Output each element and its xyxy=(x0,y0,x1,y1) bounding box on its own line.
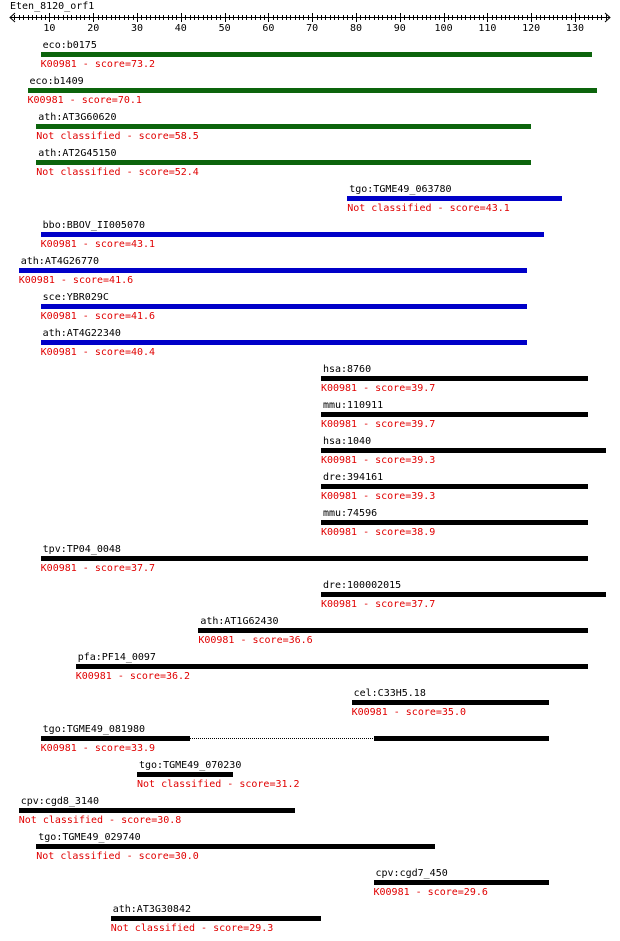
ruler-tick-label: 100 xyxy=(434,23,453,34)
hit-annotation: K00981 - score=39.7 xyxy=(320,419,436,430)
hit-annotation: Not classified - score=29.3 xyxy=(110,923,274,934)
hit-name-link[interactable]: cpv:cgd8_3140 xyxy=(20,796,100,807)
ruler-tick-label: 130 xyxy=(565,23,584,34)
alignment-bar[interactable] xyxy=(374,880,549,885)
ruler-tick-label: 60 xyxy=(262,23,275,34)
ruler-tick-label: 20 xyxy=(87,23,100,34)
hit-name-link[interactable]: hsa:8760 xyxy=(322,364,372,375)
alignment-bar[interactable] xyxy=(76,664,588,669)
hit-annotation: K00981 - score=41.6 xyxy=(40,311,156,322)
hit-annotation: K00981 - score=36.2 xyxy=(75,671,191,682)
alignment-bar[interactable] xyxy=(41,556,588,561)
hit-name-link[interactable]: mmu:74596 xyxy=(322,508,378,519)
hit-name-link[interactable]: ath:AT1G62430 xyxy=(200,616,279,627)
hit-name-link[interactable]: eco:b0175 xyxy=(42,40,97,51)
hit-name-link[interactable]: cel:C33H5.18 xyxy=(353,688,426,699)
alignment-bar[interactable] xyxy=(347,196,562,201)
alignment-bar[interactable] xyxy=(321,520,588,525)
hit-name-link[interactable]: tgo:TGME49_063780 xyxy=(349,184,452,195)
hit-annotation: Not classified - score=31.2 xyxy=(137,779,300,790)
hit-name-link[interactable]: bbo:BBOV_II005070 xyxy=(42,220,146,231)
hit-annotation: K00981 - score=39.3 xyxy=(320,455,436,466)
hit-annotation: K00981 - score=38.9 xyxy=(320,527,436,538)
alignment-bar[interactable] xyxy=(321,376,588,381)
alignment-bar[interactable] xyxy=(374,736,549,741)
alignment-bar[interactable] xyxy=(41,736,190,741)
hit-name-link[interactable]: tpv:TP04_0048 xyxy=(42,544,121,555)
hit-annotation: K00981 - score=39.7 xyxy=(320,383,436,394)
hit-name-link[interactable]: mmu:110911 xyxy=(322,400,384,411)
alignment-bar[interactable] xyxy=(198,628,588,633)
hit-name-link[interactable]: hsa:1040 xyxy=(322,436,372,447)
hit-annotation: K00981 - score=41.6 xyxy=(18,275,134,286)
ruler-tick-label: 40 xyxy=(174,23,187,34)
hit-name-link[interactable]: cpv:cgd7_450 xyxy=(375,868,448,879)
hit-annotation: K00981 - score=40.4 xyxy=(40,347,156,358)
hit-annotation: Not classified - score=58.5 xyxy=(36,131,199,142)
ruler-tick-label: 90 xyxy=(393,23,406,34)
alignment-bar[interactable] xyxy=(137,772,233,777)
hit-annotation: K00981 - score=43.1 xyxy=(40,239,156,250)
alignment-bar[interactable] xyxy=(111,916,321,921)
alignment-bar[interactable] xyxy=(321,484,588,489)
hit-name-link[interactable]: ath:AT4G22340 xyxy=(42,328,121,339)
hit-annotation: Not classified - score=30.8 xyxy=(18,815,182,826)
alignment-bar[interactable] xyxy=(36,124,531,129)
hit-annotation: Not classified - score=30.0 xyxy=(36,851,199,862)
ruler-tick-label: 10 xyxy=(43,23,56,34)
ruler-tick-label: 50 xyxy=(218,23,231,34)
hit-name-link[interactable]: dre:100002015 xyxy=(322,580,402,591)
alignment-bar[interactable] xyxy=(352,700,549,705)
alignment-bar[interactable] xyxy=(41,52,593,57)
ruler-tick-label: 30 xyxy=(130,23,144,34)
hit-annotation: K00981 - score=70.1 xyxy=(27,95,142,106)
hit-annotation: Not classified - score=52.4 xyxy=(36,167,199,178)
alignment-bar[interactable] xyxy=(36,160,531,165)
hit-name-link[interactable]: pfa:PF14_0097 xyxy=(77,652,156,663)
hit-annotation: K00981 - score=35.0 xyxy=(351,707,466,718)
hit-name-link[interactable]: ath:AT3G30842 xyxy=(112,904,191,915)
ruler-tick-label: 80 xyxy=(349,23,363,34)
alignment-bar[interactable] xyxy=(321,448,606,453)
hit-name-link[interactable]: tgo:TGME49_070230 xyxy=(139,760,242,771)
alignment-bar[interactable] xyxy=(28,88,597,93)
alignment-bar[interactable] xyxy=(19,268,527,273)
ruler-tick-label: 110 xyxy=(478,23,497,34)
hit-annotation: K00981 - score=29.6 xyxy=(373,887,488,898)
hit-name-link[interactable]: sce:YBR029C xyxy=(42,292,109,303)
hit-annotation: K00981 - score=37.7 xyxy=(40,563,156,574)
ruler-tick-label: 120 xyxy=(522,23,541,34)
hit-name-link[interactable]: dre:394161 xyxy=(322,472,384,483)
alignment-gap xyxy=(190,738,374,739)
alignment-bar[interactable] xyxy=(41,232,545,237)
query-title: Eten_8120_orf1 xyxy=(10,1,95,12)
hit-annotation: K00981 - score=33.9 xyxy=(40,743,156,754)
alignment-bar[interactable] xyxy=(19,808,295,813)
hit-annotation: K00981 - score=39.3 xyxy=(320,491,436,502)
hit-name-link[interactable]: tgo:TGME49_081980 xyxy=(42,724,146,735)
hit-name-link[interactable]: ath:AT2G45150 xyxy=(38,148,117,159)
ruler-tick-label: 70 xyxy=(306,23,319,34)
hit-annotation: K00981 - score=36.6 xyxy=(198,635,313,646)
alignment-bar[interactable] xyxy=(321,412,588,417)
alignment-bar[interactable] xyxy=(41,304,527,309)
alignment-bar[interactable] xyxy=(321,592,606,597)
hit-name-link[interactable]: tgo:TGME49_029740 xyxy=(38,832,141,843)
hit-name-link[interactable]: ath:AT3G60620 xyxy=(38,112,117,123)
hit-name-link[interactable]: ath:AT4G26770 xyxy=(20,256,100,267)
hit-annotation: Not classified - score=43.1 xyxy=(347,203,510,214)
hit-name-link[interactable]: eco:b1409 xyxy=(29,76,84,87)
alignment-bar[interactable] xyxy=(41,340,527,345)
alignment-bar[interactable] xyxy=(36,844,435,849)
hit-annotation: K00981 - score=73.2 xyxy=(40,59,156,70)
hit-annotation: K00981 - score=37.7 xyxy=(320,599,436,610)
